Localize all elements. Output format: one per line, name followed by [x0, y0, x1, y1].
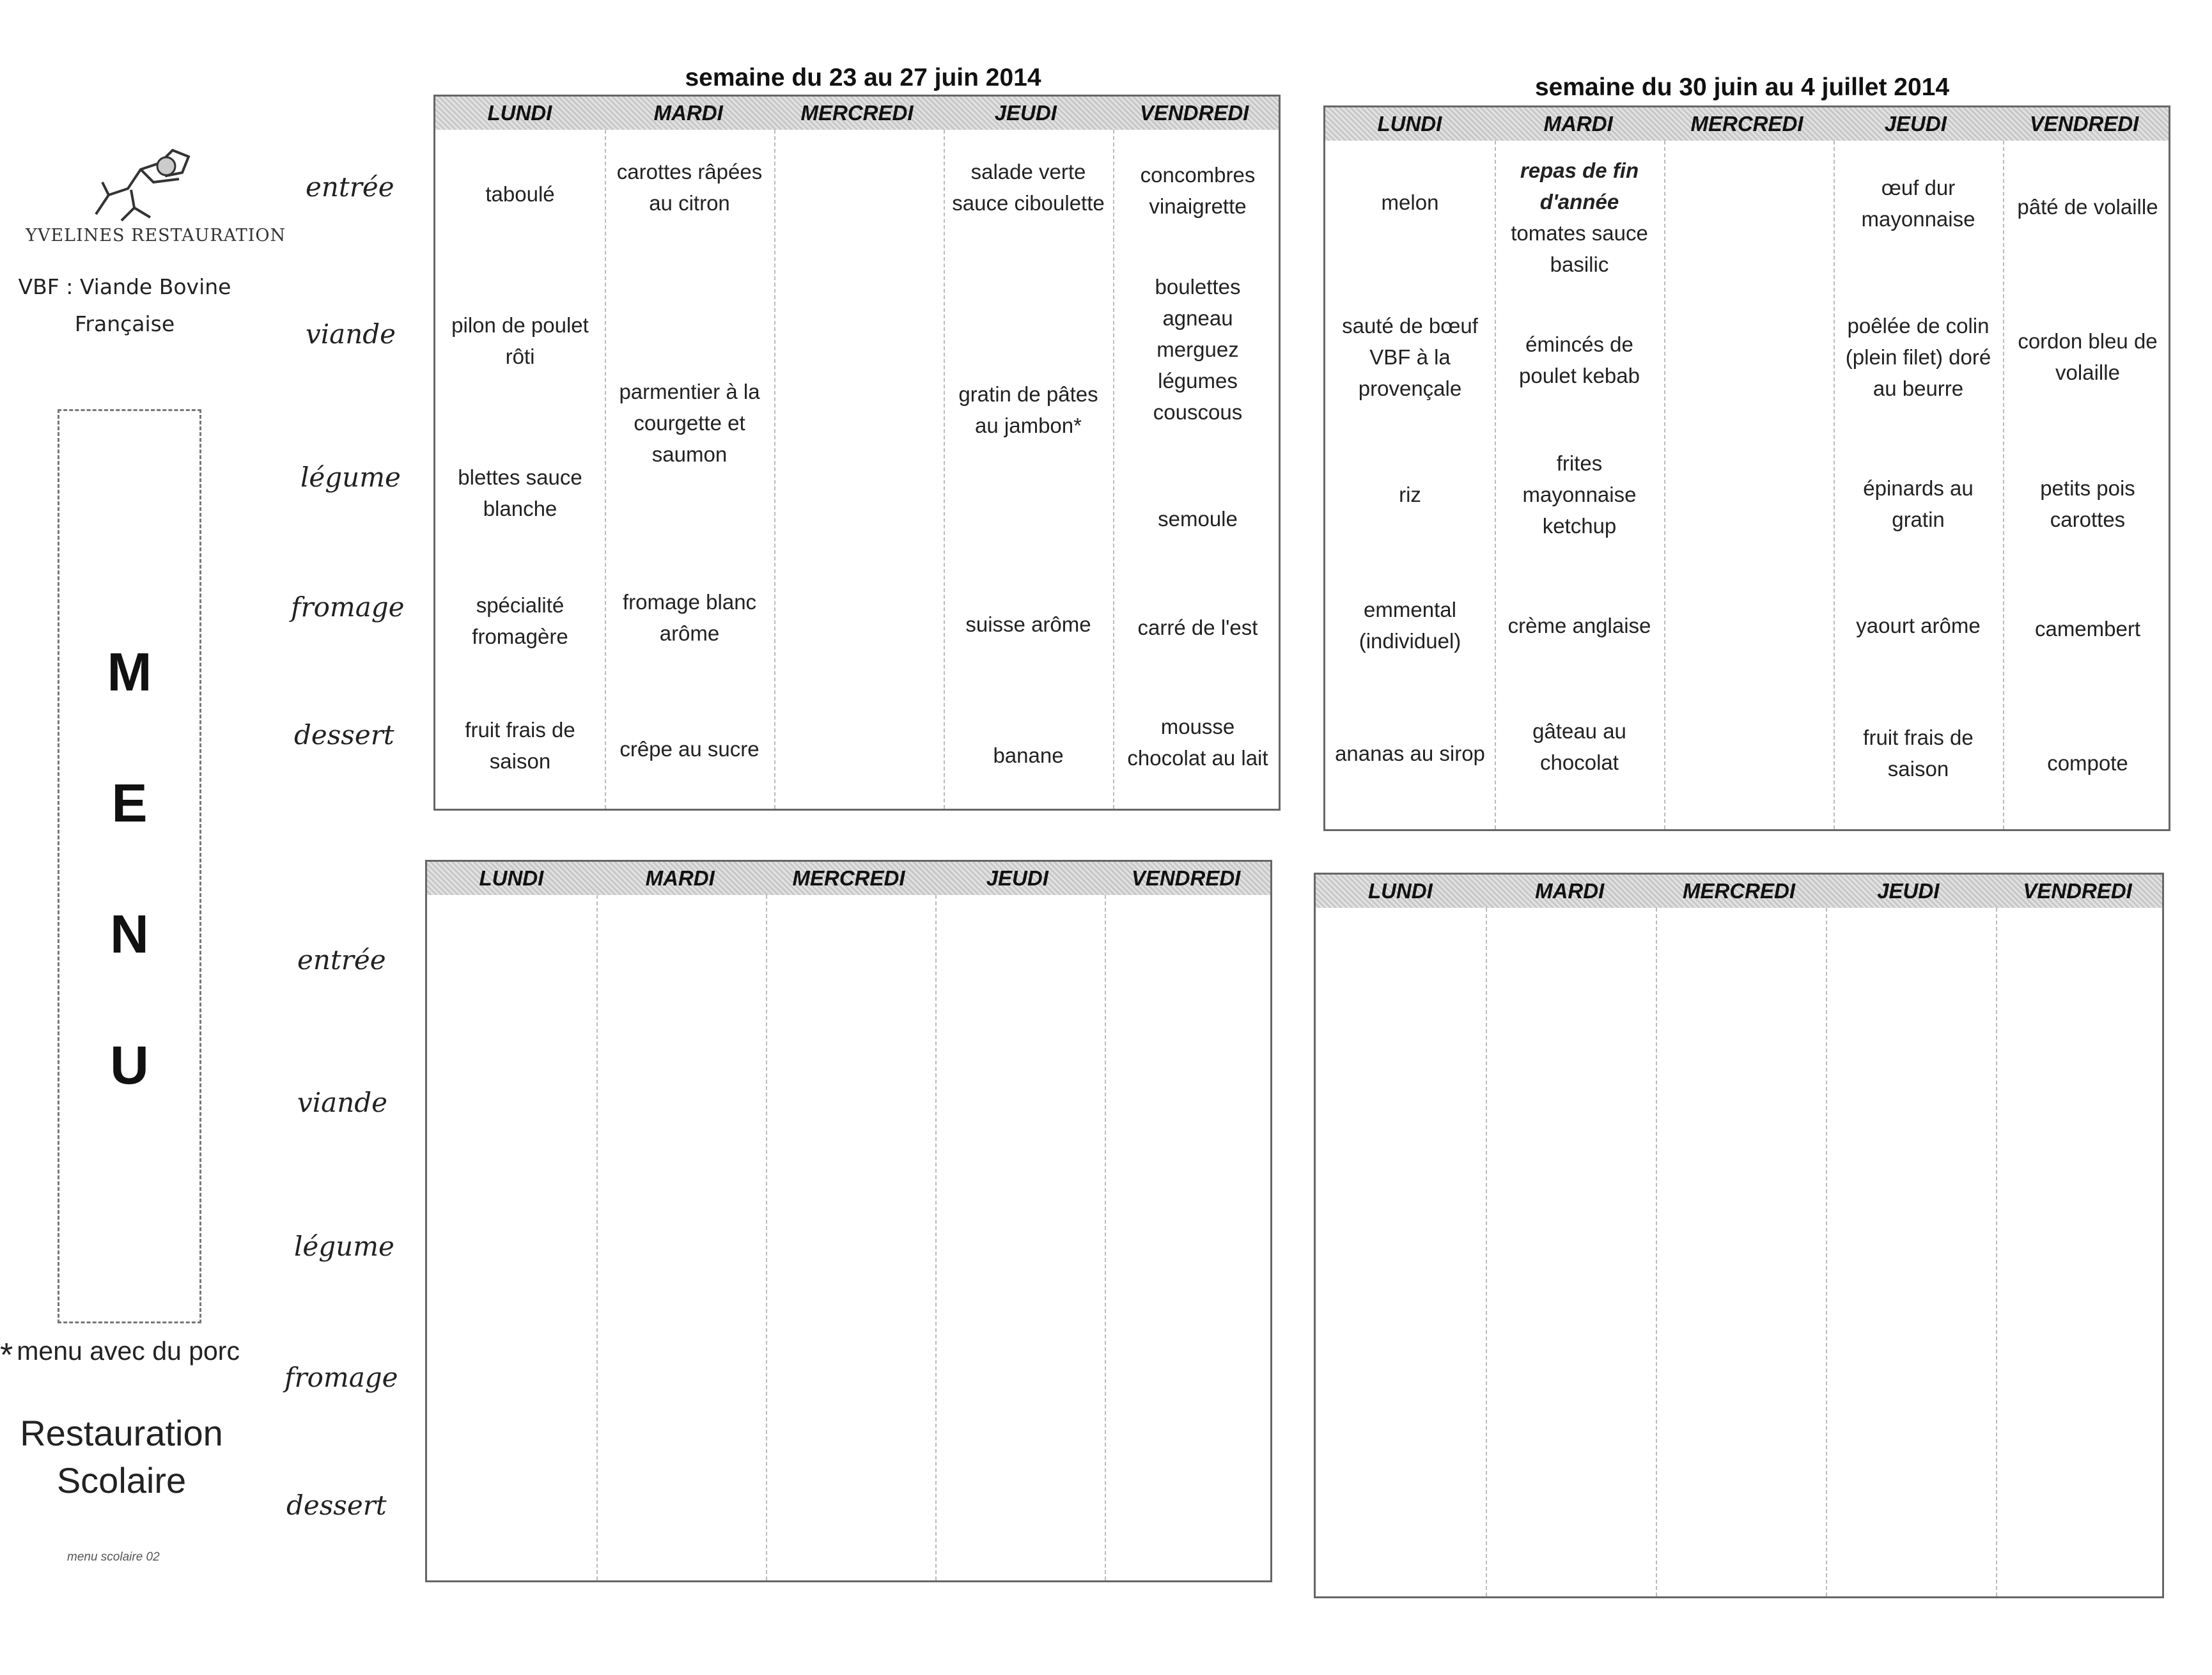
day-header-jeudi: JEUDI — [986, 866, 1048, 890]
menu-cell: crêpe au sucre — [619, 736, 759, 761]
menu-cell: fromage blanc arôme — [622, 590, 757, 645]
menu-letter: M — [107, 642, 152, 702]
day-header-mercredi: MERCREDI — [792, 866, 905, 890]
day-header-lundi: LUNDI — [487, 101, 552, 125]
menu-cell: carré de l'est — [1137, 615, 1258, 639]
week1-title: semaine du 23 au 27 juin 2014 — [685, 64, 1041, 91]
day-header-mardi: MARDI — [1535, 879, 1605, 903]
menu-cell: émincés de poulet kebab — [1519, 332, 1640, 387]
menu-cell: poêlée de colin (plein filet) doré au beurre — [1845, 313, 1991, 400]
column-divider — [1826, 908, 1827, 1596]
menu-cell: taboulé — [485, 182, 555, 206]
logo-wordmark: YVELINES RESTAURATION — [26, 226, 286, 245]
day-header-jeudi: JEUDI — [1884, 112, 1947, 136]
menu-cell: concombres vinaigrette — [1140, 163, 1256, 218]
column-divider — [1996, 908, 1997, 1596]
week1-header — [435, 97, 1279, 130]
week3-header — [427, 862, 1270, 895]
day-header-mercredi: MERCREDI — [800, 101, 914, 125]
resto-line1: Restauration — [20, 1413, 223, 1453]
document-code: menu scolaire 02 — [67, 1550, 160, 1564]
row-label-dessert: dessert — [294, 719, 394, 751]
menu-letter: U — [110, 1035, 149, 1095]
menu-cell: yaourt arôme — [1856, 613, 1981, 637]
day-header-vendredi: VENDREDI — [1139, 101, 1249, 125]
menu-cell: petits pois carottes — [2040, 476, 2135, 531]
menu-cell: gratin de pâtes au jambon* — [958, 382, 1098, 437]
column-divider — [774, 130, 775, 809]
menu-cell: melon — [1381, 190, 1439, 214]
day-header-vendredi: VENDREDI — [2023, 879, 2132, 903]
menu-cell: carottes râpées au citron — [616, 160, 763, 215]
column-divider — [1656, 908, 1657, 1596]
menu-cell: fruit frais de saison — [1863, 726, 1974, 781]
column-divider — [1105, 895, 1106, 1580]
footnote-star: * — [0, 1337, 13, 1374]
menu-cell: pâté de volaille — [2017, 194, 2158, 219]
day-header-mercredi: MERCREDI — [1682, 879, 1795, 903]
menu-cell: salade verte sauce ciboulette — [952, 160, 1105, 215]
menu-cell: fruit frais de saison — [465, 718, 575, 773]
pork-footnote — [0, 1336, 269, 1375]
row-label-dessert: dessert — [286, 1490, 387, 1521]
footnote-text: menu avec du porc — [17, 1336, 240, 1366]
menu-cell-text: tomates sauce basilic — [1511, 221, 1648, 276]
menu-cell: banane — [993, 743, 1064, 767]
week4-header — [1316, 875, 2162, 908]
menu-letter: E — [111, 773, 148, 833]
restauration-scolaire — [0, 1410, 243, 1504]
week1-table — [433, 95, 1281, 811]
row-label-viande: viande — [297, 1087, 387, 1118]
logo — [26, 144, 286, 256]
day-header-lundi: LUNDI — [1377, 112, 1442, 136]
week4-table — [1314, 873, 2164, 1598]
vbf-legend — [6, 269, 243, 343]
row-label-entree: entrée — [306, 171, 394, 203]
week3-table — [425, 860, 1272, 1582]
day-header-mardi: MARDI — [653, 101, 723, 125]
day-header-jeudi: JEUDI — [994, 101, 1057, 125]
day-header-lundi: LUNDI — [479, 866, 544, 890]
special-meal-note: repas de fin d'année — [1520, 159, 1639, 214]
column-divider — [766, 895, 767, 1580]
menu-cell: pilon de poulet rôti — [451, 313, 589, 368]
row-label-viande: viande — [306, 318, 396, 350]
menu-cell: boulettes agneau merguez légumes couscous — [1153, 274, 1243, 424]
vbf-line1: VBF : Viande Bovine — [18, 274, 231, 299]
row-label-legume: légume — [300, 462, 401, 493]
menu-cell: œuf dur mayonnaise — [1861, 176, 1975, 231]
vbf-line2: Française — [74, 311, 175, 336]
row-label-entree: entrée — [297, 944, 386, 976]
day-header-lundi: LUNDI — [1367, 879, 1433, 903]
day-header-jeudi: JEUDI — [1877, 879, 1940, 903]
menu-cell: sauté de bœuf VBF à la provençale — [1342, 313, 1478, 400]
day-header-mercredi: MERCREDI — [1690, 112, 1803, 136]
week2-table — [1323, 105, 2170, 831]
menu-cell: frites mayonnaise ketchup — [1522, 451, 1637, 538]
menu-cell: mousse chocolat au lait — [1127, 715, 1268, 770]
menu-cell: camembert — [2034, 616, 2141, 641]
column-divider — [935, 895, 937, 1580]
column-divider — [1664, 141, 1665, 829]
day-header-mardi: MARDI — [1543, 112, 1613, 136]
row-label-fromage: fromage — [291, 591, 405, 623]
menu-banner — [58, 409, 201, 1323]
day-header-vendredi: VENDREDI — [1131, 866, 1241, 890]
menu-cell: riz — [1399, 482, 1421, 506]
column-divider — [1486, 908, 1487, 1596]
menu-cell: parmentier à la courgette et saumon — [619, 379, 760, 466]
menu-cell: crème anglaise — [1507, 613, 1651, 637]
menu-cell — [1495, 147, 1664, 288]
menu-cell: compote — [2047, 751, 2128, 775]
menu-cell: cordon bleu de volaille — [2018, 329, 2158, 384]
menu-cell: suisse arôme — [965, 612, 1091, 636]
menu-cell: spécialité fromagère — [472, 593, 568, 648]
week2-header — [1325, 107, 2169, 141]
logo-chef-icon — [70, 144, 198, 227]
column-divider — [596, 895, 598, 1580]
menu-cell: ananas au sirop — [1335, 741, 1485, 765]
row-label-fromage: fromage — [284, 1362, 398, 1393]
menu-cell: blettes sauce blanche — [458, 465, 582, 520]
day-header-mardi: MARDI — [645, 866, 715, 890]
menu-letter: N — [110, 904, 149, 964]
menu-cell: emmental (individuel) — [1359, 598, 1461, 653]
row-label-legume: légume — [294, 1231, 394, 1262]
day-header-vendredi: VENDREDI — [2029, 112, 2139, 136]
week2-title: semaine du 30 juin au 4 juillet 2014 — [1534, 74, 1950, 101]
menu-cell: gâteau au chocolat — [1532, 719, 1626, 774]
menu-cell: épinards au gratin — [1863, 476, 1974, 531]
resto-line2: Scolaire — [56, 1460, 187, 1500]
menu-cell: semoule — [1158, 506, 1238, 531]
